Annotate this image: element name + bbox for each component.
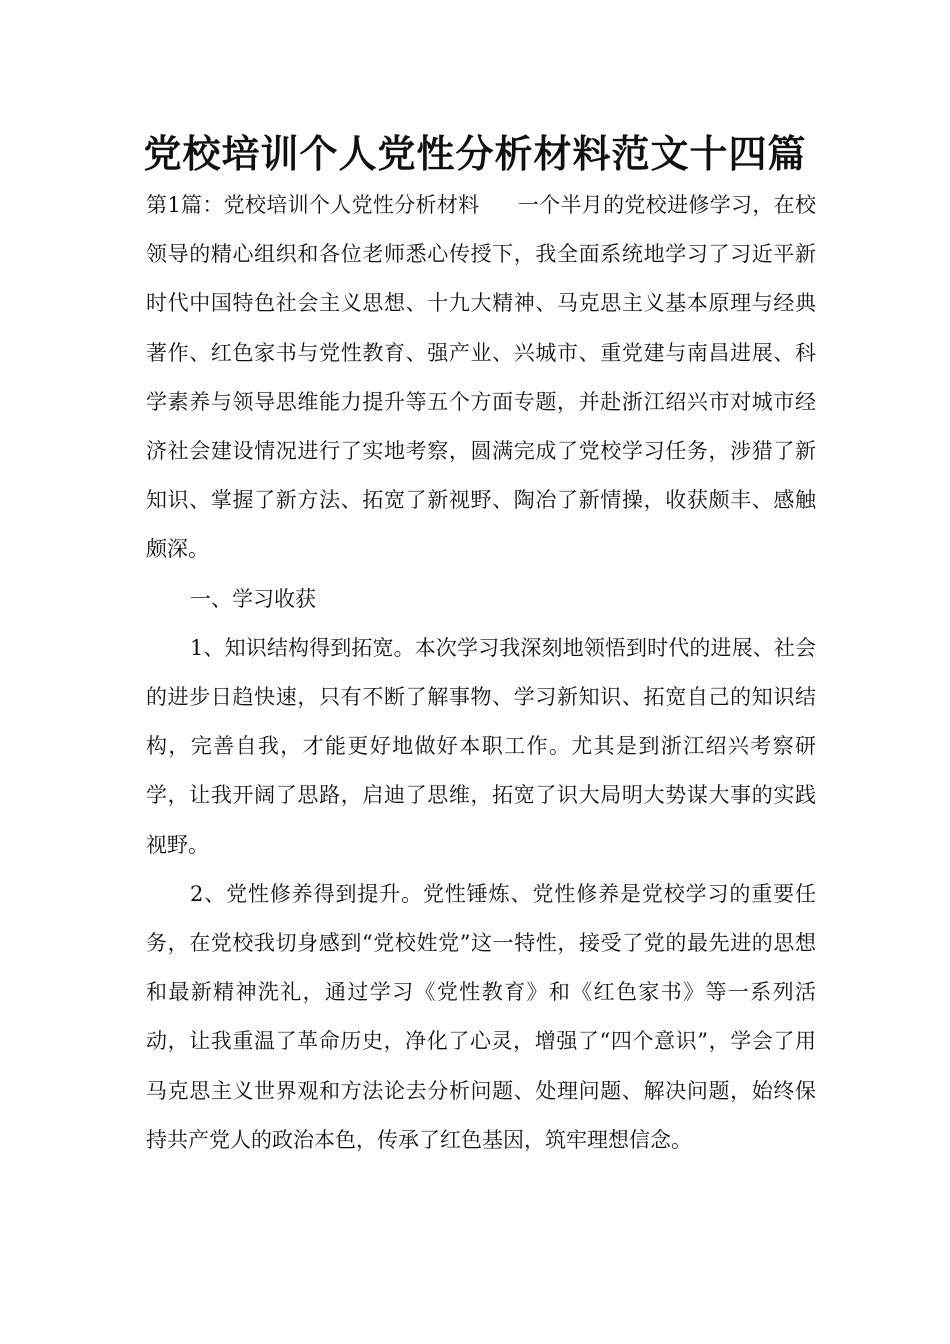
document-body xyxy=(146,181,816,1165)
intro-paragraph xyxy=(146,181,816,575)
body-paragraph-knowledge: 1、知识结构得到拓宽。本次学习我深刻地领悟到时代的进展、社会的进步日趋快速，只有不断了解事物、学习新知识、拓宽自己的知识结构，完善自我，才能更好地做好本职工作。尤其是到浙江绍兴考察研学，让我开阔了思路，启迪了思维，拓宽了识大局明大势谋大事的实践视野。 xyxy=(146,635,816,857)
document-title: 党校培训个人党性分析材料范文十四篇 xyxy=(143,132,807,176)
body-paragraph-party-spirit: 2、党性修养得到提升。党性锤炼、党性修养是党校学习的重要任务，在党校我切身感到“党校姓党”这一特性，接受了党的最先进的思想和最新精神洗礼，通过学习《党性教育》和《红色家书》等一系列活动，让我重温了革命历史，净化了心灵，增强了“四个意识”，学会了用马克思主义世界观和方法论去分析问题、处理问题、解决问题，始终保持共产党人的政治本色，传承了红色基因，筑牢理想信念。 xyxy=(146,881,816,1152)
intro-text: 一个半月的党校进修学习，在校领导的精心组织和各位老师悉心传授下，我全面系统地学习了习近平新时代中国特色社会主义思想、十九大精神、马克思主义基本原理与经典著作、红色家书与党性教育、强产业、兴城市、重党建与南昌进展、科学素养与领导思维能力提升等五个方面专题，并赴浙江绍兴市对城市经济社会建设情况进行了实地考察，圆满完成了党校学习任务，涉猎了新知识、掌握了新方法、拓宽了新视野、陶冶了新情操，收获颇丰、感触颇深。 xyxy=(146,193,816,562)
article-label: 第1篇：党校培训个人党性分析材料 xyxy=(146,193,480,217)
section-heading: 一、学习收获 xyxy=(190,586,316,611)
